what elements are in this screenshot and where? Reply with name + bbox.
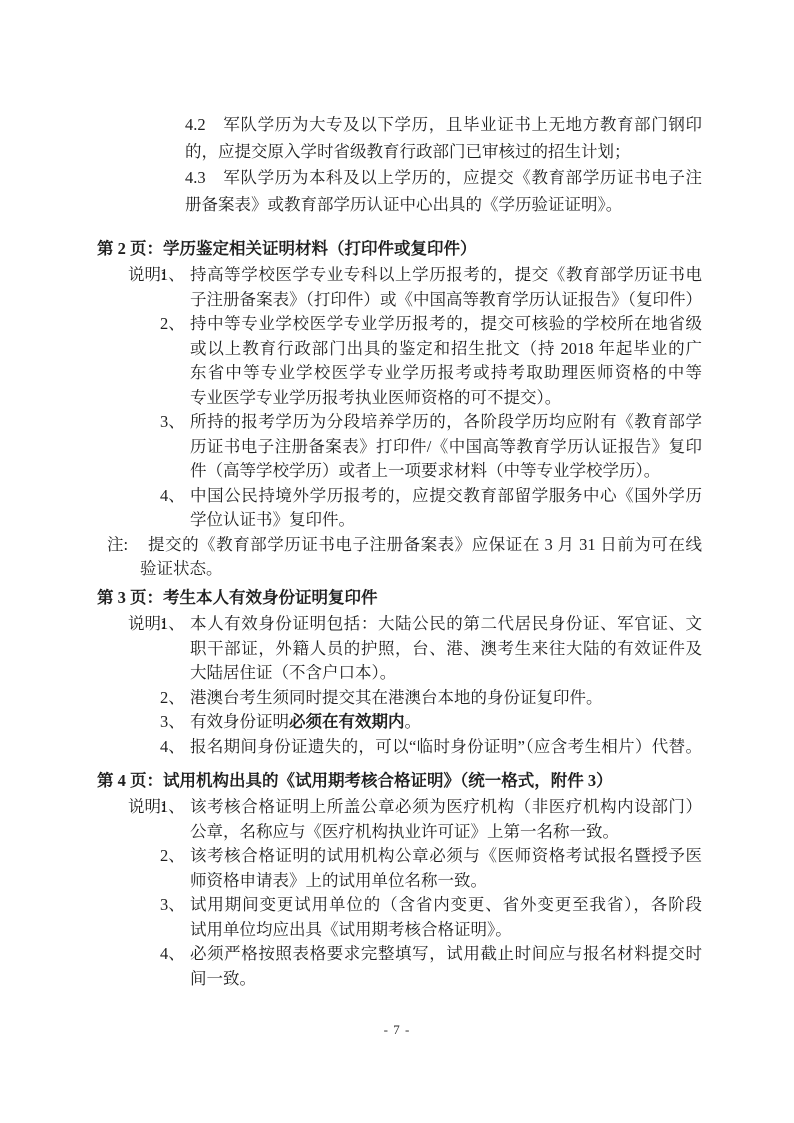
list-item-line: 学位认证书》复印件。 bbox=[190, 510, 355, 529]
list-item-line: 或以上教育行政部门出具的鉴定和招生批文（持 2018 年起毕业的广 bbox=[190, 338, 702, 358]
item-text: 中国公民持境外学历报考的，应提交教育部留学服务中心《国外学历 bbox=[190, 485, 702, 505]
section-heading: 第 2 页：学历鉴定相关证明材料（打印件或复印件） bbox=[97, 239, 477, 258]
list-item-line: 职干部证，外籍人员的护照，台、港、澳考生来往大陆的有效证件及 bbox=[190, 638, 702, 658]
item-text: 试用期间变更试用单位的（含省内变更、省外变更至我省），各阶段 bbox=[190, 895, 702, 914]
item-text: 有效身份证明 bbox=[190, 712, 289, 731]
item-text: 报名期间身份证遗失的，可以“临时身份证明”（应含考生相片）代替。 bbox=[190, 736, 702, 756]
section-page4 bbox=[0, 768, 794, 991]
item-number: 4、 bbox=[160, 944, 185, 963]
list-item-line: 间一致。 bbox=[190, 968, 256, 988]
item-text: 港澳台考生须同时提交其在港澳台本地的身份证复印件。 bbox=[190, 687, 603, 707]
item-text-bold: 必须在有效期内 bbox=[289, 712, 405, 731]
list-item-line: 专业医学专业学历报考执业医师资格的可不提交）。 bbox=[190, 387, 562, 407]
list-item-line bbox=[160, 893, 702, 918]
list-item-line bbox=[160, 735, 702, 760]
note-text: 提交的《教育部学历证书电子注册备案表》应保证在 3 月 31 日前为可在线 bbox=[148, 534, 702, 554]
section-page3 bbox=[0, 585, 794, 759]
text-line: 4.2 军队学历为大专及以下学历，且毕业证书上无地方教育部门钢印 bbox=[185, 115, 702, 134]
list-item-line: 试用单位均应出具《试用期考核合格证明》。 bbox=[190, 919, 512, 939]
item-number: 2、 bbox=[160, 846, 185, 865]
list-item-line bbox=[160, 312, 702, 337]
section-heading: 第 4 页：试用机构出具的《试用期考核合格证明》（统一格式，附件 3） bbox=[97, 771, 613, 790]
note-label: 注: bbox=[107, 534, 129, 554]
shuoming-label: 说明: bbox=[128, 265, 166, 284]
item-number: 2、 bbox=[160, 314, 185, 333]
list-item-line bbox=[128, 612, 702, 637]
item-text: 持高等学校医学专业专科以上学历报考的，提交《教育部学历证书电 bbox=[190, 265, 702, 284]
text-line: 4.3 军队学历为本科及以上学历的，应提交《教育部学历证书电子注 bbox=[185, 168, 702, 187]
list-item-line bbox=[160, 686, 702, 711]
item-number: 1、 bbox=[160, 614, 185, 633]
item-number: 4、 bbox=[160, 736, 185, 756]
item-text: 持中等专业学校医学专业学历报考的，提交可核验的学校所在地省级 bbox=[190, 314, 702, 333]
list-item-line: 子注册备案表》（打印件）或《中国高等教育学历认证报告》（复印件） bbox=[190, 289, 702, 309]
list-item-line: 公章，名称应与《医疗机构执业许可证》上第一名称一致。 bbox=[190, 821, 619, 841]
item-number: 1、 bbox=[160, 797, 185, 816]
item-text: 该考核合格证明上所盖公章必须为医疗机构（非医疗机构内设部门） bbox=[190, 797, 702, 816]
section-heading: 第 3 页：考生本人有效身份证明复印件 bbox=[97, 588, 378, 607]
list-item-line bbox=[128, 263, 702, 288]
note-line bbox=[107, 533, 702, 558]
intro-paragraph bbox=[0, 112, 794, 218]
item-number: 3、 bbox=[160, 895, 185, 914]
item-number: 1、 bbox=[160, 265, 185, 284]
list-item-line: 件（高等学校学历）或者上一项要求材料（中等专业学校学历）。 bbox=[190, 461, 661, 480]
shuoming-label: 说明: bbox=[128, 797, 166, 816]
list-item-line bbox=[160, 942, 702, 967]
list-item-line bbox=[160, 710, 702, 735]
section-page2 bbox=[0, 236, 794, 582]
page-number: - 7 - bbox=[383, 1022, 411, 1037]
item-text: 所持的报考学历为分段培养学历的，各阶段学历均应附有《教育部学 bbox=[190, 412, 702, 431]
list-item-line bbox=[128, 795, 702, 820]
item-number: 3、 bbox=[160, 412, 185, 431]
item-text: 该考核合格证明的试用机构公章必须与《医师资格考试报名暨授予医 bbox=[190, 846, 702, 865]
item-number: 4、 bbox=[160, 485, 185, 505]
list-item-line: 师资格申请表》上的试用单位名称一致。 bbox=[190, 870, 487, 890]
item-text: 本人有效身份证明包括：大陆公民的第二代居民身份证、军官证、文 bbox=[190, 614, 702, 633]
list-item-line: 历证书电子注册备案表》打印件/《中国高等教育学历认证报告》复印 bbox=[190, 436, 702, 456]
item-number: 3、 bbox=[160, 712, 185, 731]
list-item-line bbox=[160, 844, 702, 869]
list-item-line bbox=[160, 484, 702, 509]
item-text: 。 bbox=[404, 712, 421, 731]
item-text: 必须严格按照表格要求完整填写，试用截止时间应与报名材料提交时 bbox=[190, 944, 702, 963]
list-item-line: 大陆居住证（不含户口本）。 bbox=[190, 663, 397, 682]
text-line: 的，应提交原入学时省级教育行政部门已审核过的招生计划； bbox=[185, 141, 631, 161]
item-number: 2、 bbox=[160, 687, 185, 707]
shuoming-label: 说明: bbox=[128, 614, 166, 633]
text-line: 册备案表》或教育部学历认证中心出具的《学历验证证明》。 bbox=[185, 194, 623, 214]
list-item-line: 东省中等专业学校医学专业学历报考或持考取助理医师资格的中等 bbox=[190, 363, 702, 382]
list-item-line bbox=[160, 410, 702, 435]
note-line: 验证状态。 bbox=[140, 559, 223, 578]
